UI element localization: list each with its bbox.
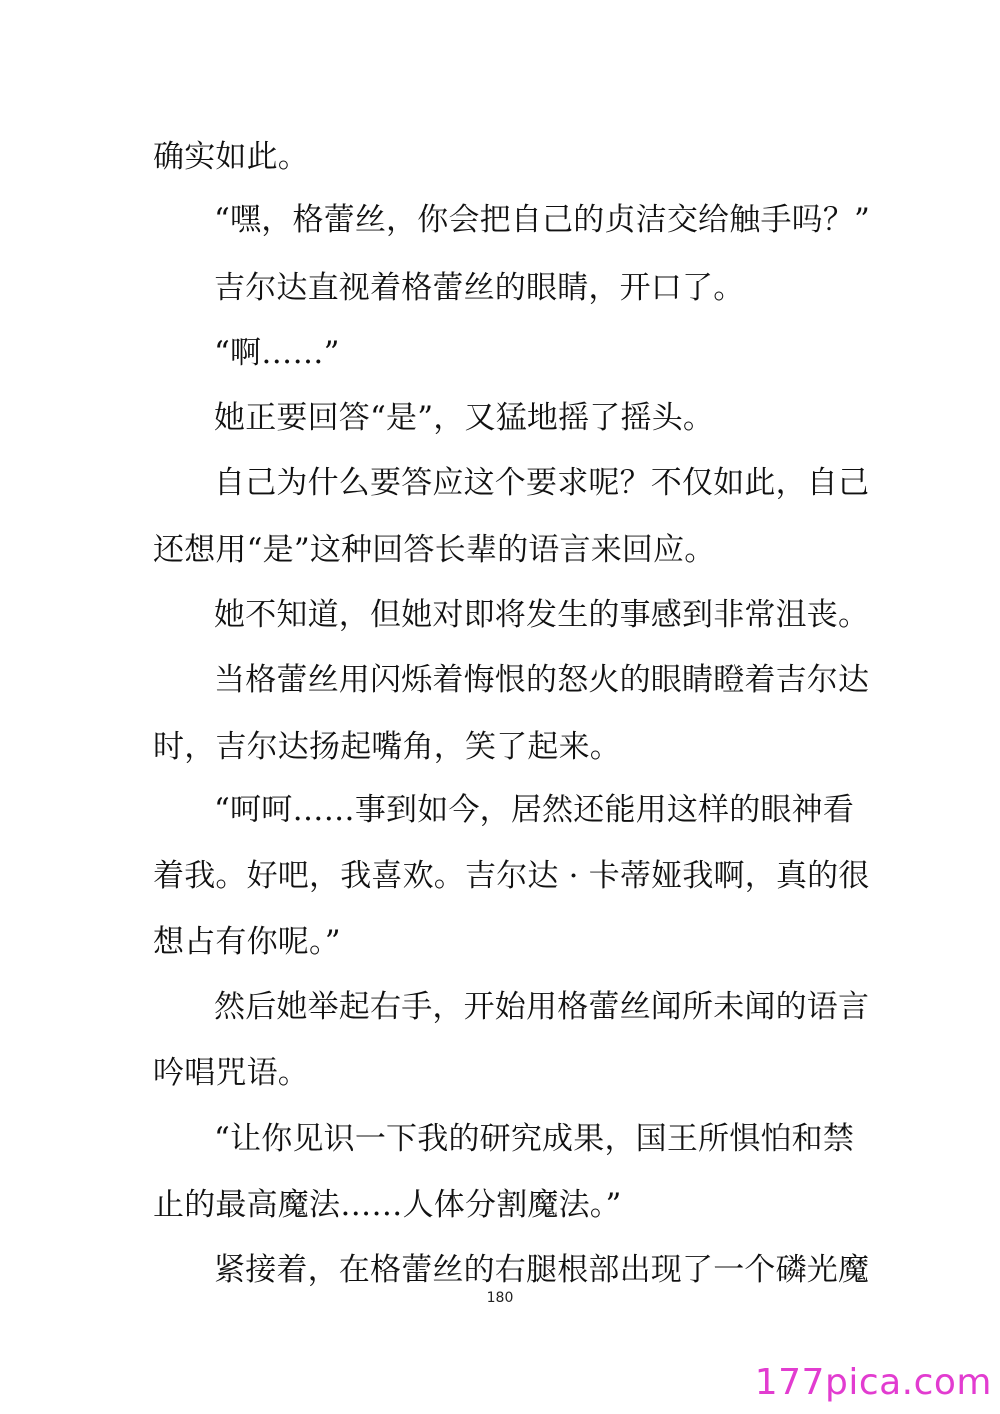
text-line: 她正要回答“是”，又猛地摇了摇头。 bbox=[214, 400, 715, 436]
text-line: 想占有你呢。” bbox=[153, 924, 341, 960]
text-line: 自己为什么要答应这个要求呢？不仅如此，自己 bbox=[214, 465, 870, 501]
text-line: 着我。好吧，我喜欢。吉尔达 · 卡蒂娅我啊，真的很 bbox=[153, 858, 870, 894]
text-line: 吉尔达直视着格蕾丝的眼睛，开口了。 bbox=[214, 270, 745, 306]
text-line: 然后她举起右手，开始用格蕾丝闻所未闻的语言 bbox=[214, 989, 870, 1025]
text-line: “啊……” bbox=[214, 335, 340, 371]
text-line: 还想用“是”这种回答长辈的语言来回应。 bbox=[153, 532, 716, 568]
watermark: 177pica.com bbox=[754, 1362, 992, 1403]
text-line: 止的最高魔法……人体分割魔法。” bbox=[153, 1187, 622, 1223]
text-line: “呵呵……事到如今，居然还能用这样的眼神看 bbox=[214, 792, 855, 828]
text-line: 吟唱咒语。 bbox=[153, 1055, 309, 1091]
text-line: “嘿，格蕾丝，你会把自己的贞洁交给触手吗？” bbox=[214, 202, 871, 238]
text-line: 她不知道，但她对即将发生的事感到非常沮丧。 bbox=[214, 597, 870, 633]
text-line: “让你见识一下我的研究成果，国王所惧怕和禁 bbox=[214, 1121, 855, 1157]
text-line: 确实如此。 bbox=[153, 139, 309, 175]
text-line: 时，吉尔达扬起嘴角，笑了起来。 bbox=[153, 729, 621, 765]
text-line: 紧接着，在格蕾丝的右腿根部出现了一个磷光魔 bbox=[214, 1252, 870, 1288]
page-number: 180 bbox=[486, 1290, 514, 1306]
text-line: 当格蕾丝用闪烁着悔恨的怒火的眼睛瞪着吉尔达 bbox=[214, 662, 870, 698]
